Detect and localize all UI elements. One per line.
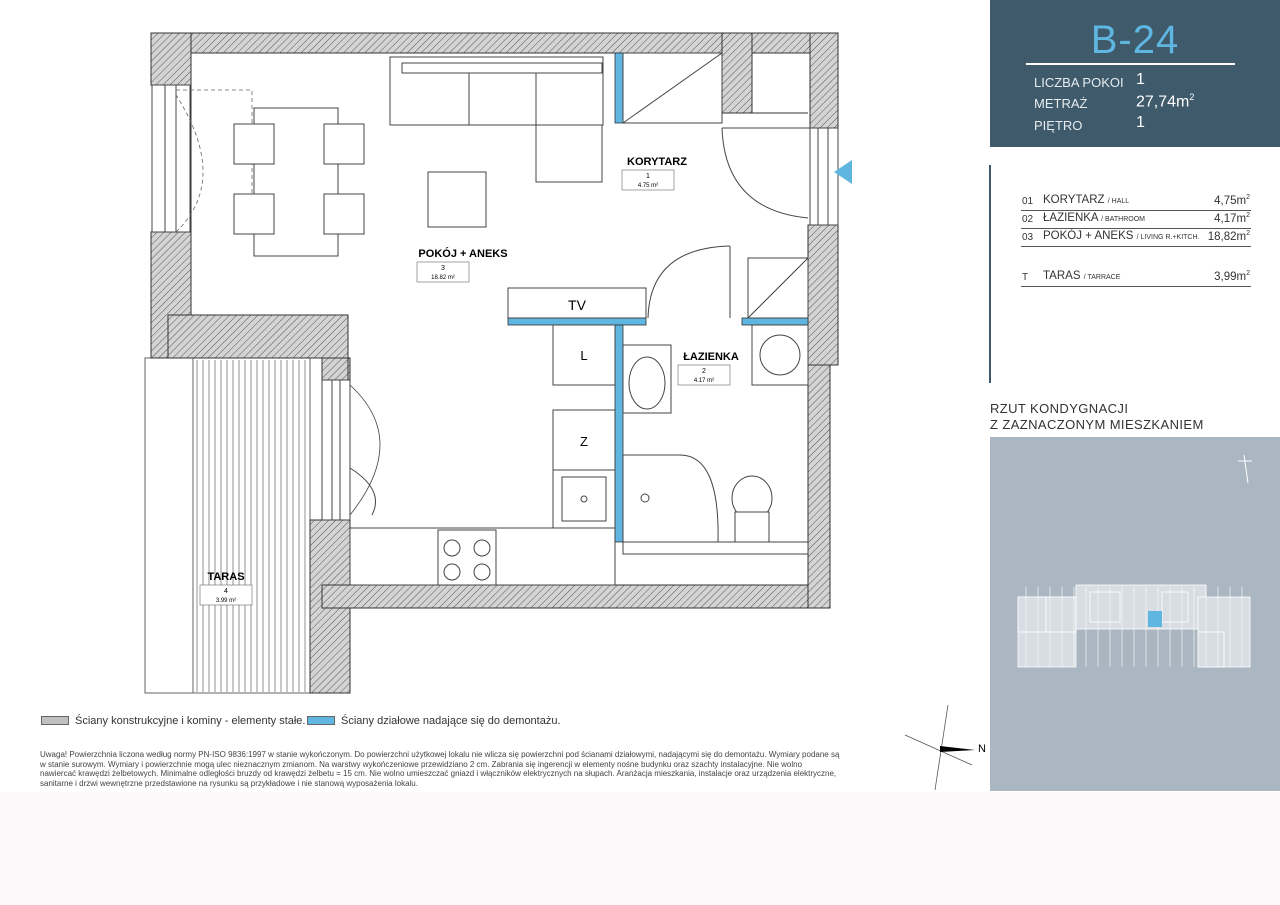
- window-terrace: [322, 380, 350, 520]
- room-label-area: 18.82 m²: [431, 275, 455, 281]
- stat-value-area: $27,74m^2$: [1136, 92, 1195, 111]
- selected-unit-marker: [1148, 611, 1162, 627]
- room-row: 03 POKÓJ + ANEKS / LIVING R.+KITCH. $18,82m^2$: [1021, 229, 1251, 247]
- divider: [1026, 63, 1235, 65]
- stat-label-rooms: LICZBA POKOI: [1034, 75, 1124, 90]
- terrace-row: T TARAS / TARRACE $3,99m^2$: [1021, 269, 1251, 287]
- room-label-area: 4.17 m²: [693, 378, 715, 384]
- terrace: [145, 358, 310, 693]
- window-entrance: [810, 128, 838, 225]
- room-label-number: 4: [224, 588, 228, 595]
- svg-text:N: N: [978, 743, 986, 755]
- room-label-number: 1: [646, 173, 650, 180]
- kitchen-counters: [350, 325, 615, 585]
- legend-swatch-demountable: [307, 716, 335, 725]
- terrace-door: [350, 468, 376, 515]
- unit-summary-panel: [990, 0, 1280, 147]
- legend-text-structural: Ściany konstrukcyjne i kominy - elementy stałe.: [75, 715, 306, 727]
- dining-set: [234, 108, 364, 256]
- accent-bar: [989, 165, 991, 383]
- building-floor-map: [990, 437, 1280, 791]
- legend-text-demountable: Ściany działowe nadające się do demontażu.: [341, 715, 561, 727]
- room-label-name: KORYTARZ: [627, 156, 687, 168]
- fridge-label: L: [580, 348, 588, 363]
- stat-value-floor: 1: [1136, 114, 1145, 131]
- sofa: [390, 57, 603, 182]
- installation-shaft: [748, 258, 808, 318]
- stat-label-floor: PIĘTRO: [1034, 118, 1083, 133]
- north-arrow-icon: [905, 705, 986, 790]
- room-row: 02 ŁAZIENKA / BATHROOM $4,17m^2$: [1021, 211, 1251, 229]
- window-swing-terrace: [350, 385, 380, 515]
- room-label-number: 2: [702, 368, 706, 375]
- room-label-name: TARAS: [207, 571, 245, 583]
- stat-value-rooms: 1: [1136, 71, 1145, 88]
- room-label-area: 4.75 m²: [637, 183, 659, 189]
- disclaimer-notes: Uwaga! Powierzchnia liczona według normy PN-ISO 9836:1997 w stanie wykończonym. Do powierzchni użytkowej lokalu nie wlicza się powierzchni pod ścianami działowymi, nadającymi się do demontażu. Wymiary podane są w stanie surowym. Wymiary i powierzchnie mogą ulec nieznacznym zmianom. Na warstwy wykończeniowe przewidziano 2 cm. Zabrania się ingerencji w elementy nośne budynku oraz szachty instalacyjne. Nie wolno nawiercać krawędzi żelbetowych. Minimalne odległości bruzdy od krawędzi żelbetu = 15 cm. Nie wolno umieszczać gniazd i włączników elektrycznych na słupach. Aranżacja mieszkania, instalacje oraz urządzenia elektryczne, sanitarne i drzwi wewnętrzne przedstawione na rysunku są przykładowe i nie stanową wyposażenia lokalu.: [40, 750, 840, 788]
- window-left: [152, 85, 190, 232]
- wardrobe: [623, 53, 722, 123]
- room-label-name: POKÓJ + ANEKS: [418, 248, 508, 260]
- bathroom-door: [648, 246, 730, 318]
- legend-swatch-structural: [41, 716, 69, 725]
- room-label-area: 3.99 m²: [215, 598, 237, 604]
- room-label-number: 3: [441, 265, 445, 272]
- freezer-label: Z: [580, 434, 588, 449]
- unit-code: B-24: [1090, 18, 1180, 62]
- room-area-table: [1021, 193, 1251, 287]
- room-label-name: ŁAZIENKA: [683, 351, 739, 363]
- entrance-door: [722, 128, 810, 218]
- room-row: 01 KORYTARZ / HALL $4,75m^2$: [1021, 193, 1251, 211]
- coffee-table: [428, 172, 486, 227]
- stat-label-area: METRAŻ: [1034, 96, 1088, 111]
- mini-compass-icon: [1238, 455, 1252, 483]
- building-floor-overview: [990, 437, 1280, 791]
- floor-plan-title: RZUT KONDYGNACJI Z ZAZNACZONYM MIESZKANIEM: [990, 401, 1204, 432]
- tv-label: TV: [568, 297, 586, 313]
